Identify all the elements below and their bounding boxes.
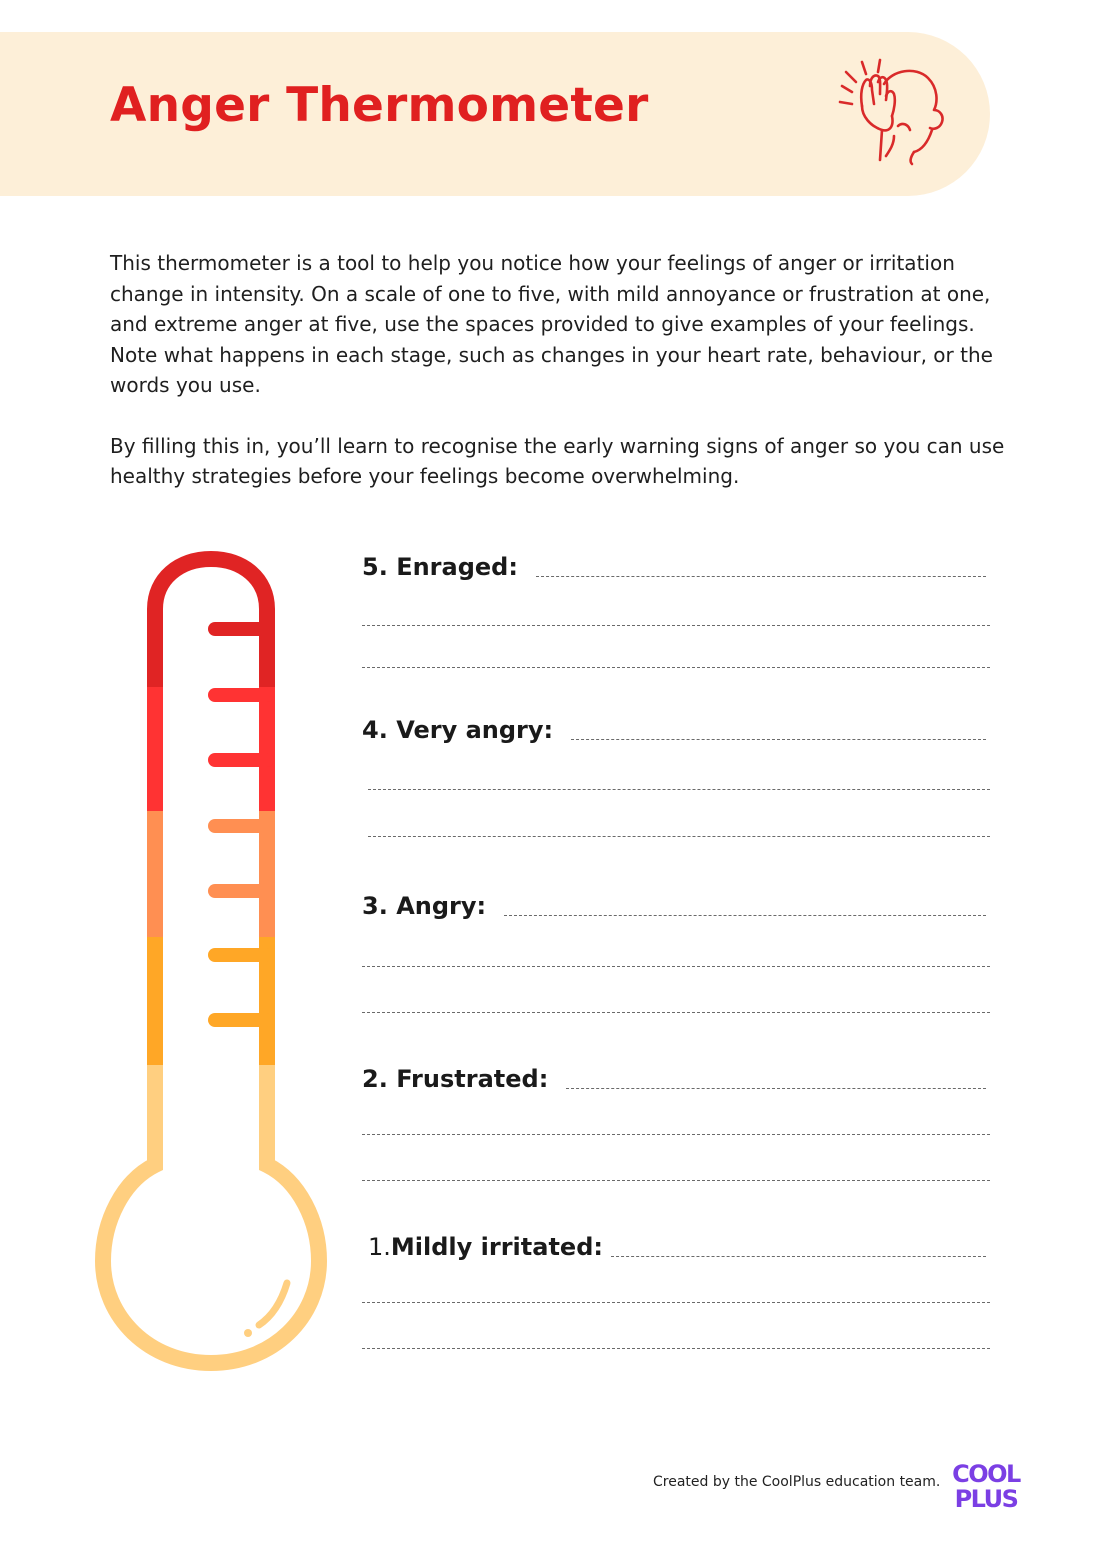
- answer-line[interactable]: [362, 1302, 990, 1303]
- thermometer-level-4: [155, 687, 267, 811]
- answer-line[interactable]: [611, 1256, 986, 1257]
- level-section-3: [362, 887, 992, 921]
- intro-paragraph-1: This thermometer is a tool to help you notice how your feelings of anger or irritation change in intensity. On a scale of one to five, with mild annoyance or frustration at one, and extreme anger at five, use the spaces provided to give examples of your feelings. Note what happens in each stage, such as changes in your heart rate, behaviour, or the words you use.: [110, 251, 993, 397]
- footer-credit: Created by the CoolPlus education team.: [653, 1474, 941, 1490]
- level-section-5: [362, 548, 992, 582]
- answer-line[interactable]: [362, 1348, 990, 1349]
- answer-line[interactable]: [566, 1088, 986, 1089]
- answer-line[interactable]: [362, 966, 990, 967]
- answer-line[interactable]: [362, 625, 990, 626]
- thermometer-level-1: [103, 1065, 319, 1363]
- level-label-5: 5. Enraged:: [362, 553, 518, 581]
- level-label-4: 4. Very angry:: [362, 716, 554, 744]
- answer-line[interactable]: [362, 1134, 990, 1135]
- level-label-1: 1.Mildly irritated:: [368, 1233, 603, 1261]
- logo-text-top: COOL: [952, 1460, 1020, 1488]
- answer-line[interactable]: [368, 836, 990, 837]
- intro-text: [110, 248, 1010, 492]
- answer-line[interactable]: [362, 1012, 990, 1013]
- thermometer-icon: [95, 545, 330, 1385]
- answer-line[interactable]: [536, 576, 986, 577]
- level-section-2: [362, 1060, 992, 1094]
- answer-line[interactable]: [571, 739, 986, 740]
- answer-line[interactable]: [362, 667, 990, 668]
- stressed-face-icon: [832, 56, 952, 168]
- answer-line[interactable]: [362, 1180, 990, 1181]
- answer-line[interactable]: [504, 915, 986, 916]
- page-title: Anger Thermometer: [110, 78, 649, 133]
- level-section-4: [362, 711, 992, 745]
- answer-line[interactable]: [368, 789, 990, 790]
- coolplus-logo: [946, 1458, 1026, 1510]
- intro-paragraph-2: By filling this in, you’ll learn to recognise the early warning signs of anger so you can use healthy strategies before your feelings become overwhelming.: [110, 433, 1005, 488]
- level-label-2: 2. Frustrated:: [362, 1065, 549, 1093]
- level-label-3: 3. Angry:: [362, 892, 487, 920]
- level-section-1: [362, 1228, 992, 1262]
- thermometer-highlight: [259, 1283, 287, 1325]
- logo-text-bottom: PLUS: [954, 1485, 1018, 1510]
- thermometer-highlight-dot: [244, 1329, 252, 1337]
